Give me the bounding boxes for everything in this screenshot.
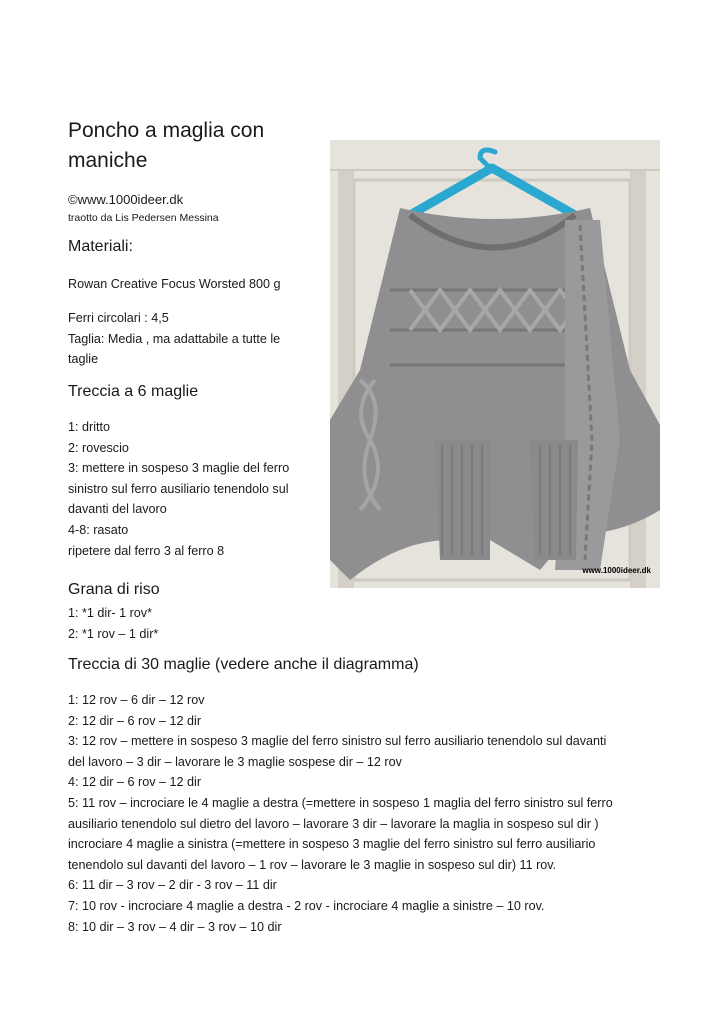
cable30-heading: Treccia di 30 maglie (vedere anche il diagramma): [68, 656, 419, 673]
instruction-line: tenendolo sul davanti del lavoro – 1 rov – lavorare le 3 maglie in sospeso sul dir) 11 rov.: [68, 857, 557, 872]
instruction-line: del lavoro – 3 dir – lavorare le 3 maglie sospese dir – 12 rov: [68, 754, 402, 769]
photo-watermark: www.1000ideer.dk: [582, 566, 651, 575]
instruction-line: 6: 11 dir – 3 rov – 2 dir - 3 rov – 11 dir: [68, 878, 277, 893]
instruction-line: 4: 12 dir – 6 rov – 12 dir: [68, 775, 202, 790]
instruction-line: 3: mettere in sospeso 3 maglie del ferro: [68, 461, 290, 476]
instruction-line: 4-8: rasato: [68, 522, 129, 537]
cable6-instructions: [68, 417, 289, 561]
instruction-line: ripetere dal ferro 3 al ferro 8: [68, 543, 225, 558]
materials-details: [68, 308, 280, 370]
size-line: Taglia: Media , ma adattabile a tutte le: [68, 331, 281, 346]
instruction-line: ausiliario tenendolo sul dietro del lavoro – lavorare 3 dir – lavorare la maglia in sospeso sul dir ): [68, 816, 599, 831]
instruction-line: 2: *1 rov – 1 dir*: [68, 626, 159, 641]
instruction-line: 1: *1 dir- 1 rov*: [68, 606, 152, 620]
poncho-photo: [330, 140, 660, 588]
instruction-line: 2: rovescio: [68, 440, 129, 455]
materials-yarn: Rowan Creative Focus Worsted 800 g: [68, 277, 281, 291]
instruction-line: 2: 12 dir – 6 rov – 12 dir: [68, 713, 202, 728]
page-title: Poncho a maglia con maniche: [68, 119, 265, 172]
needles-line: Ferri circolari : 4,5: [68, 311, 169, 325]
poncho-illustration: [330, 140, 660, 588]
cable6-heading: Treccia a 6 maglie: [68, 383, 199, 400]
instruction-line: 8: 10 dir – 3 rov – 4 dir – 3 rov – 10 dir: [68, 919, 282, 934]
instruction-line: 3: 12 rov – mettere in sospeso 3 maglie del ferro sinistro sul ferro ausiliario tenendolo sul davanti: [68, 734, 607, 749]
instruction-line: 5: 11 rov – incrociare le 4 maglie a destra (=mettere in sospeso 1 maglia del ferro sinistro sul ferro: [68, 795, 613, 810]
instruction-line: incrociare 4 maglie a sinistra (=mettere in sospeso 3 maglie del ferro sinistro sul ferro ausiliario: [68, 837, 596, 852]
instruction-line: 7: 10 rov - incrociare 4 maglie a destra - 2 rov - incrociare 4 maglie a sinistre – 10 rov.: [68, 898, 545, 913]
translator-credit: traotto da Lis Pedersen Messina: [68, 212, 219, 224]
copyright-text: ©www.1000ideer.dk: [68, 192, 184, 207]
size-line: taglie: [68, 352, 99, 367]
cable30-instructions: [68, 690, 613, 937]
instruction-line: sinistro sul ferro ausiliario tenendolo sul: [68, 481, 289, 496]
instruction-line: 1: 12 rov – 6 dir – 12 rov: [68, 693, 205, 707]
materials-heading: Materiali:: [68, 238, 133, 255]
seed-stitch-instructions: [68, 603, 158, 644]
instruction-line: davanti del lavoro: [68, 502, 167, 517]
instruction-line: 1: dritto: [68, 420, 110, 434]
seed-stitch-heading: Grana di riso: [68, 581, 160, 598]
